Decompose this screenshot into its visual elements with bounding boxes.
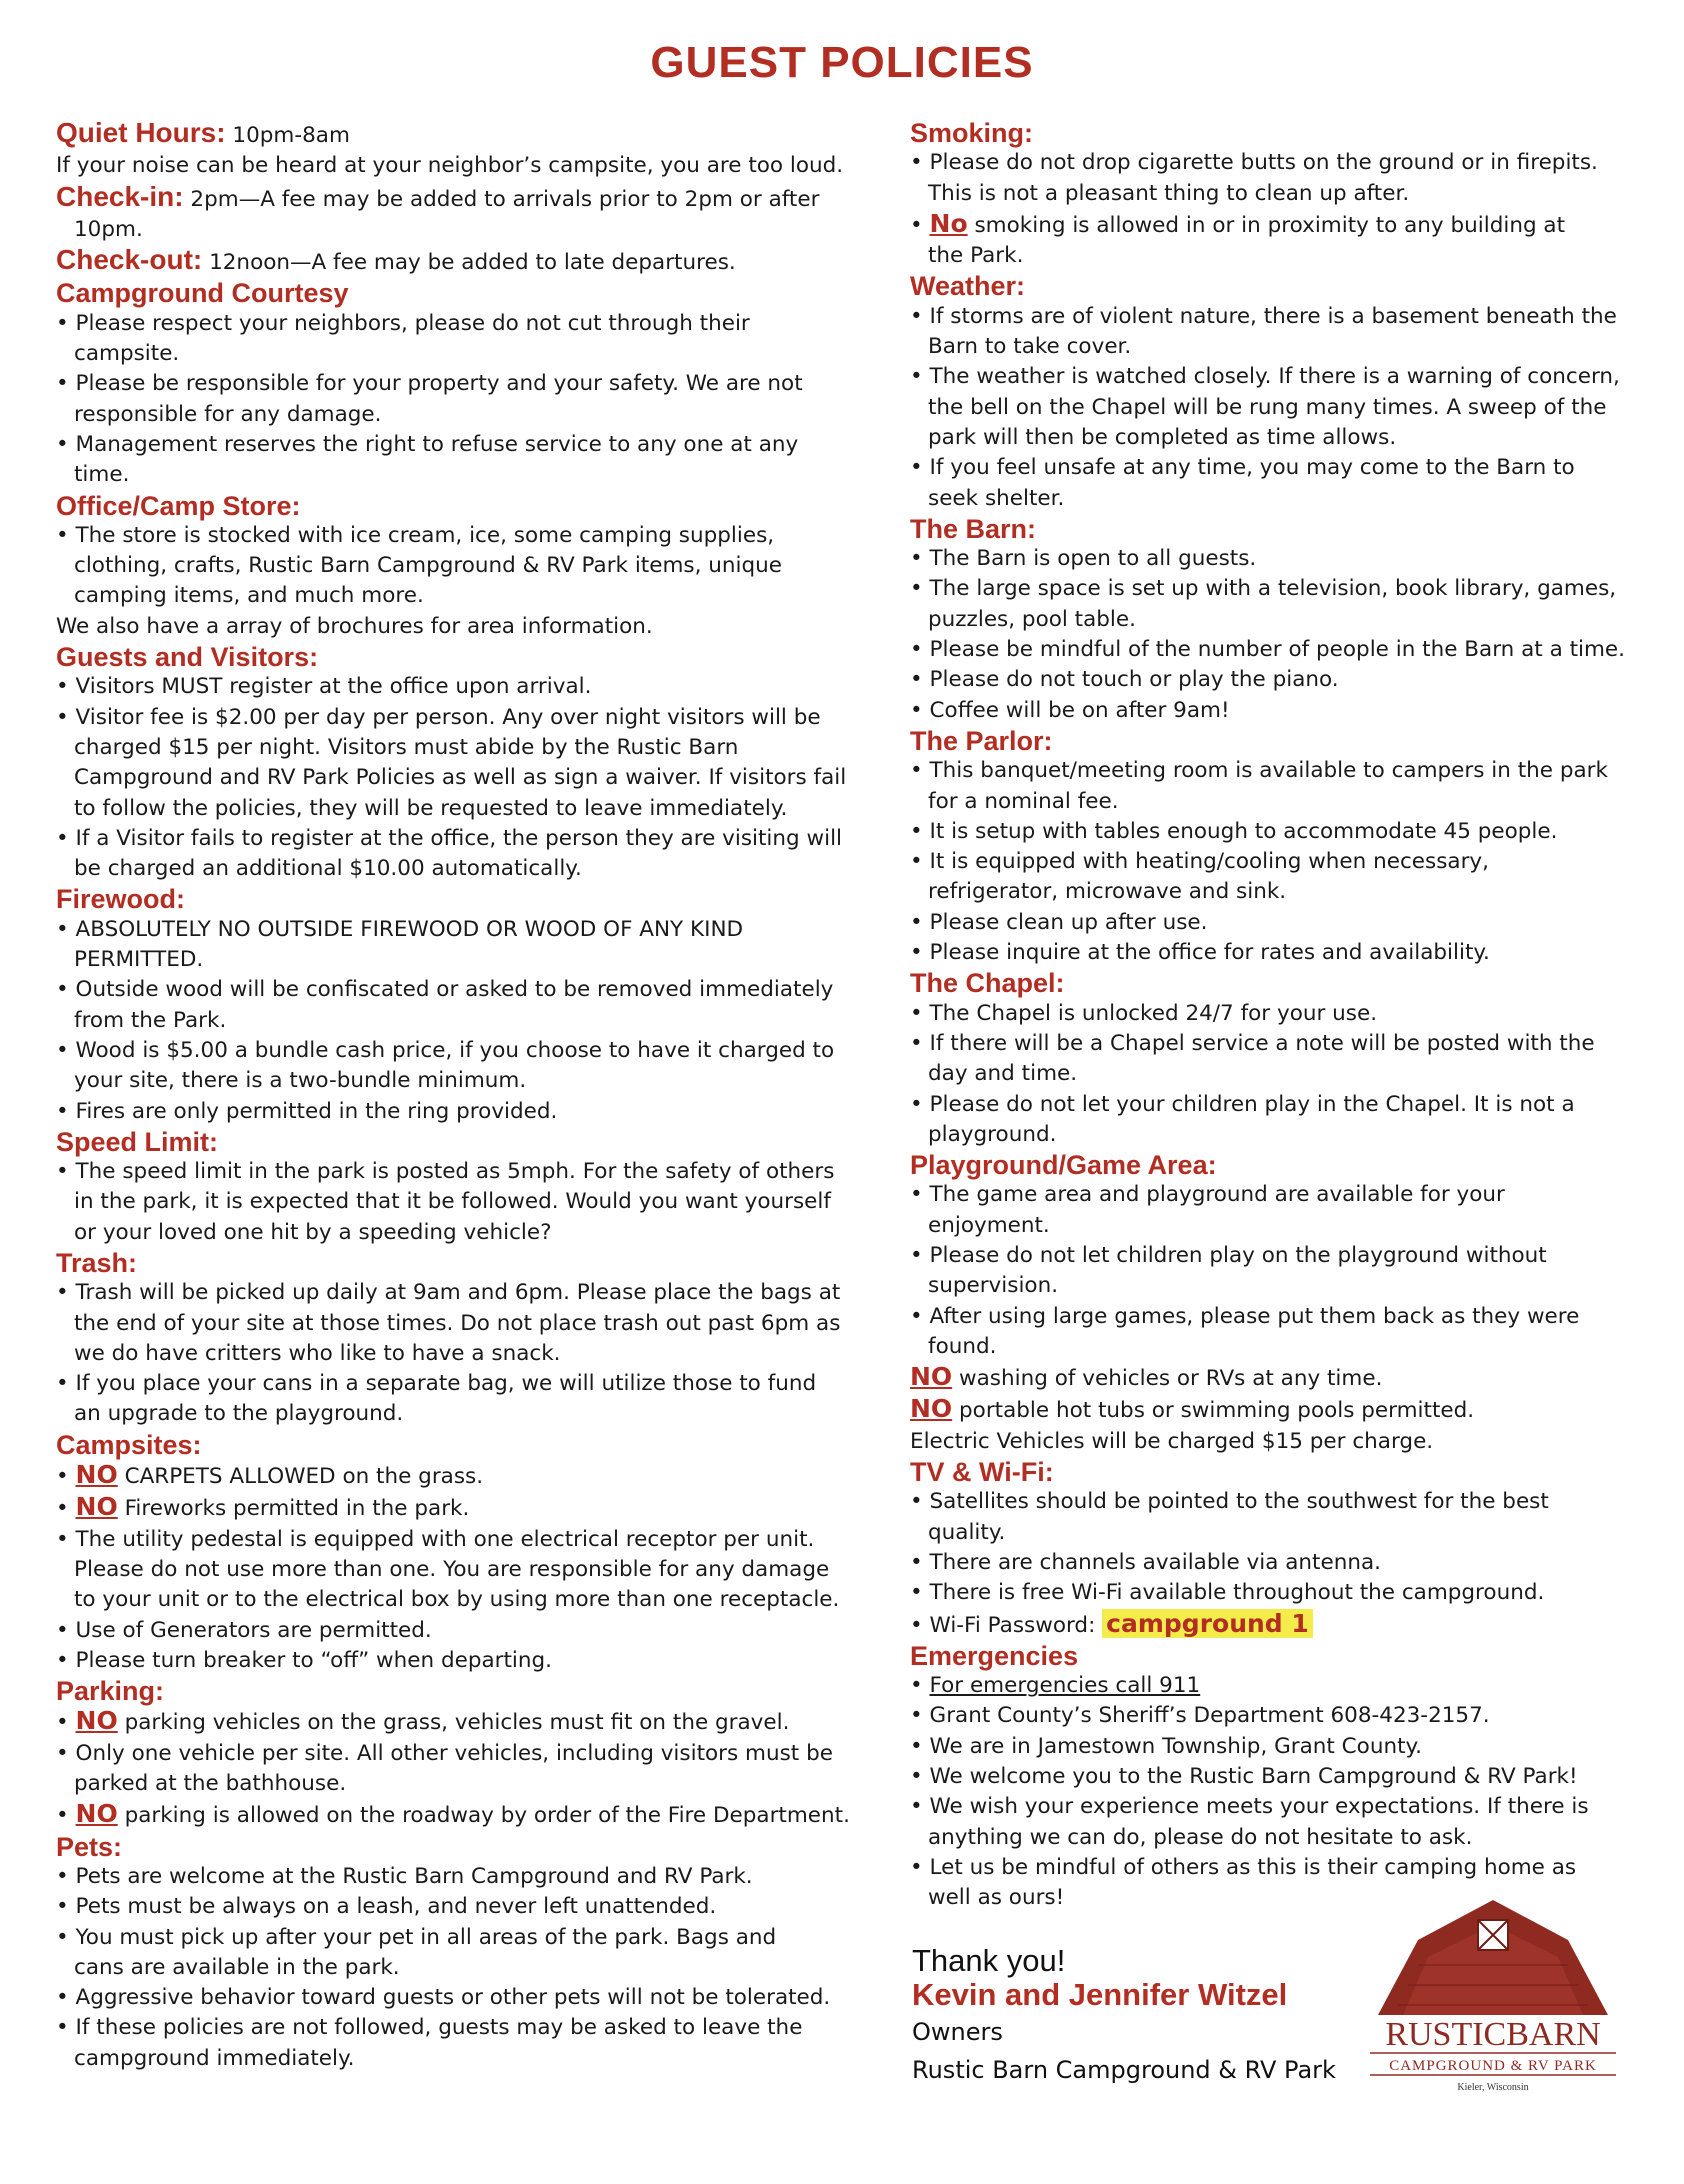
- quiet-hours-line: Quiet Hours: 10pm-8am: [56, 117, 350, 148]
- check-in-heading: Check-in:: [56, 180, 184, 212]
- guests-heading: Guests and Visitors:: [56, 642, 319, 673]
- business-name: Rustic Barn Campground & RV Park: [912, 2056, 1336, 2084]
- list-item: • Outside wood will be confiscated or asked to be removed immediately: [56, 977, 834, 1003]
- list-item: • Please clean up after use.: [910, 909, 1208, 935]
- wifi-password: campground 1: [1102, 1609, 1313, 1638]
- check-in-line: Check-in: 2pm—A fee may be added to arrivals prior to 2pm or after: [56, 180, 820, 212]
- list-item: • Satellites should be pointed to the southwest for the best: [910, 1489, 1549, 1515]
- smoking-heading: Smoking:: [910, 118, 1034, 148]
- owner-names: Kevin and Jennifer Witzel: [912, 1977, 1288, 2012]
- list-item: • Coffee will be on after 9am!: [910, 697, 1230, 723]
- list-item: • After using large games, please put them back as they were: [910, 1303, 1580, 1329]
- list-item: • If storms are of violent nature, there is a basement beneath the: [910, 303, 1617, 329]
- check-out-line: Check-out: 12noon—A fee may be added to late departures.: [56, 244, 736, 276]
- list-item: • Please be responsible for your property and your safety. We are not: [56, 371, 803, 397]
- list-item: • Use of Generators are permitted.: [56, 1617, 432, 1643]
- list-item: • Wood is $5.00 a bundle cash price, if you choose to have it charged to: [56, 1037, 835, 1063]
- weather-heading: Weather:: [910, 271, 1026, 302]
- courtesy-heading: Campground Courtesy: [56, 278, 349, 309]
- list-item: • If a Visitor fails to register at the office, the person they are visiting will: [56, 825, 843, 851]
- left-column: Quiet Hours: 10pm-8am If your noise can be heard at your neighbor’s campsite, you are too loud. Check-in: 2pm—A fee may be added to arrivals prior to 2pm or after 10pm. Check-out: 12noon—A fee may be added to late departures. Campground Courtesy • Please respect your neighbors, please do not cut through their campsite. • Please be responsible for your property and your safety. We are not responsible for any damage. • Management reserves the right to refuse service to any one at any time. Office/Camp Store: • The store is stocked with ice cream, ice, some camping supplies, clothing, crafts, Rustic Barn Campground & RV Park items, unique camping items, and much more. We also have a array of brochures for area information. Guests and Visitors: • Visitors MUST register at the office upon arrival. • Visitor fee is $2.00 per day per person. Any over night visitors will be charged $15 per night. Visitors must abide by the Rustic Barn Campground and RV Park Policies as well as sign a waiver. If visitors fail to follow the policies, they will be requested to leave immediately. • If a Visitor fails to register at the office, the person they are visiting will be charged an additional $10.00 automatically. Firewood: • ABSOLUTELY NO OUTSIDE FIREWOOD OR WOOD OF ANY KIND PERMITTED. • Outside wood will be confiscated or asked to be removed immediately from the Park. • Wood is $5.00 a bundle cash price, if you choose to have it charged to your site, there is a two-bundle minimum. • Fires are only permitted in the ring provided. Speed Limit: • The speed limit in the park is posted as 5mph. For the safety of others in the park, it is expected that it be followed. Would you want yourself or your loved one hit by a speeding vehicle? Trash: • Trash will be picked up daily at 9am and 6pm. Please place the bags at the end of your site at those times. Do not place trash out past 6pm as we do have critters who like to have a snack. • If you place your cans in a separate bag, we will utilize those to fund an upgrade to the playground. Campsites: • NO CARPETS ALLOWED on the grass. • NO Fireworks permitted in the park. • The utility pedestal is equipped with one electrical receptor per unit. Please do not use more than one. You are responsible for any damage to your unit or to the electrical box by using more than one receptacle. • Use of Generators are permitted. • Please turn breaker to “off” when departing. Parking: • NO parking vehicles on the grass, vehicles must fit on the gravel. • Only one vehicle per site. All other vehicles, including visitors must be parked at the bathhouse. • NO parking is allowed on the roadway by order of the Fire Department. Pets: • Pets are welcome at the Rustic Barn Campground and RV Park. • Pets must be always on a leash, and never left unattended. • You must pick up after your pet in all areas of the park. Bags and cans are available in the park. • Aggressive behavior toward guests or other pets will not be tolerated. • If these policies are not followed, guests may be asked to leave the campground immediately.: [56, 118, 906, 2074]
- quiet-hours-heading: Quiet Hours:: [56, 117, 226, 148]
- list-item: • Trash will be picked up daily at 9am and 6pm. Please place the bags at: [56, 1280, 841, 1306]
- list-item: • Wi-Fi Password: campground 1: [910, 1609, 1670, 1641]
- list-item: • The utility pedestal is equipped with one electrical receptor per unit.: [56, 1526, 815, 1552]
- list-item: • You must pick up after your pet in all areas of the park. Bags and: [56, 1924, 777, 1950]
- right-column: Smoking: • Please do not drop cigarette butts on the ground or in firepits. This is not a pleasant thing to clean up after. • No smoking is allowed in or in proximity to any building at the Park. Weather: • If storms are of violent nature, there is a basement beneath the Barn to take cover. • The weather is watched closely. If there is a warning of concern, the bell on the Chapel will be rung many times. A sweep of the park will then be completed as time allows. • If you feel unsafe at any time, you may come to the Barn to seek shelter. The Barn: • The Barn is open to all guests. • The large space is set up with a television, book library, games, puzzles, pool table. • Please be mindful of the number of people in the Barn at a time. • Please do not touch or play the piano. • Coffee will be on after 9am! The Parlor: • This banquet/meeting room is available to campers in the park for a nominal fee. • It is setup with tables enough to accommodate 45 people. • It is equipped with heating/cooling when necessary, refrigerator, microwave and sink. • Please clean up after use. • Please inquire at the office for rates and availability. The Chapel: • The Chapel is unlocked 24/7 for your use. • If there will be a Chapel service a note will be posted with the day and time. • Please do not let your children play in the Chapel. It is not a playground. Playground/Game Area: • The game area and playground are available for your enjoyment. • Please do not let children play on the playground without supervision. • After using large games, please put them back as they were found. NO washing of vehicles or RVs at any time. NO portable hot tubs or swimming pools permitted. Electric Vehicles will be charged $15 per charge. TV & Wi-Fi: • Satellites should be pointed to the southwest for the best quality. • There are channels available via antenna. • There is free Wi-Fi available throughout the campground. • Wi-Fi Password: campground 1 Emergencies • For emergencies call 911 • Grant County’s Sheriff’s Department 608-423-2157. • We are in Jamestown Township, Grant County. • We welcome you to the Rustic Barn Campground & RV Park! • We wish your experience meets your expectations. If there is anything we can do, please do not hesitate to ask. • Let us be mindful of others as this is their camping home as well as ours!: [910, 118, 1670, 1914]
- signoff: [912, 1944, 1372, 2088]
- firewood-heading: Firewood:: [56, 884, 185, 915]
- list-item: • Please do not let children play on the playground without: [910, 1242, 1547, 1268]
- list-item: • Please inquire at the office for rates and availability.: [910, 940, 1490, 966]
- list-item: • We are in Jamestown Township, Grant County.: [910, 1733, 1423, 1759]
- list-item: • NO parking vehicles on the grass, vehicles must fit on the gravel.: [56, 1706, 790, 1736]
- campsites-heading: Campsites:: [56, 1429, 202, 1460]
- notice-line: NO portable hot tubs or swimming pools permitted.: [910, 1394, 1475, 1424]
- page-title: GUEST POLICIES: [650, 38, 1034, 87]
- list-item: • The game area and playground are available for your: [910, 1182, 1505, 1208]
- list-item: • ABSOLUTELY NO OUTSIDE FIREWOOD OR WOOD OF ANY KIND: [56, 916, 744, 942]
- list-item: • If you place your cans in a separate bag, we will utilize those to fund: [56, 1371, 817, 1397]
- list-item: • We welcome you to the Rustic Barn Campground & RV Park!: [910, 1764, 1578, 1790]
- list-item: • NO CARPETS ALLOWED on the grass.: [56, 1460, 484, 1490]
- list-item: • NO parking is allowed on the roadway by order of the Fire Department.: [56, 1799, 850, 1829]
- list-item: • Visitors MUST register at the office upon arrival.: [56, 674, 592, 700]
- list-item: • Visitor fee is $2.00 per day per person. Any over night visitors will be: [56, 704, 821, 730]
- check-out-heading: Check-out:: [56, 244, 203, 276]
- list-item: • There is free Wi-Fi available throughout the campground.: [910, 1580, 1545, 1606]
- list-item: • NO Fireworks permitted in the park.: [56, 1492, 470, 1522]
- list-item: • The store is stocked with ice cream, ice, some camping supplies,: [56, 522, 775, 548]
- playground-heading: Playground/Game Area:: [910, 1150, 1217, 1181]
- notice-line: Electric Vehicles will be charged $15 per charge.: [910, 1428, 1434, 1454]
- quiet-hours-text: If your noise can be heard at your neighbor’s campsite, you are too loud.: [56, 153, 844, 179]
- parlor-heading: The Parlor:: [910, 725, 1053, 756]
- list-item: • The Chapel is unlocked 24/7 for your use.: [910, 1000, 1378, 1026]
- office-heading: Office/Camp Store:: [56, 490, 301, 521]
- list-item: • Aggressive behavior toward guests or other pets will not be tolerated.: [56, 1985, 831, 2011]
- list-item: • Please do not touch or play the piano.: [910, 667, 1339, 693]
- list-item: • Management reserves the right to refuse service to any one at any: [56, 431, 799, 457]
- trash-heading: Trash:: [56, 1247, 138, 1278]
- list-item: • It is setup with tables enough to accommodate 45 people.: [910, 818, 1558, 844]
- pets-heading: Pets:: [56, 1831, 123, 1862]
- list-item: • The weather is watched closely. If there is a warning of concern,: [910, 364, 1620, 390]
- list-item: • Please be mindful of the number of people in the Barn at a time.: [910, 637, 1625, 663]
- owner-role: Owners: [912, 2018, 1003, 2046]
- list-item: • Please turn breaker to “off” when departing.: [56, 1647, 552, 1673]
- tv-wifi-heading: TV & Wi-Fi:: [910, 1457, 1054, 1488]
- list-item: • Please respect your neighbors, please do not cut through their: [56, 310, 750, 336]
- list-item: • If there will be a Chapel service a note will be posted with the: [910, 1030, 1595, 1056]
- list-item: • Grant County’s Sheriff’s Department 608-423-2157.: [910, 1703, 1490, 1729]
- list-item: • Only one vehicle per site. All other vehicles, including visitors must be: [56, 1740, 833, 1766]
- list-item: • Fires are only permitted in the ring provided.: [56, 1098, 558, 1124]
- notice-line: NO washing of vehicles or RVs at any time.: [910, 1362, 1383, 1392]
- barn-logo: [1348, 1895, 1638, 2095]
- list-item: • The Barn is open to all guests.: [910, 546, 1257, 572]
- list-item: • There are channels available via antenna.: [910, 1549, 1381, 1575]
- list-item: • Pets must be always on a leash, and never left unattended.: [56, 1894, 717, 1920]
- barn-heading: The Barn:: [910, 513, 1037, 544]
- logo-name: RUSTICBARN: [1385, 2016, 1601, 2053]
- list-item: • Let us be mindful of others as this is their camping home as: [910, 1854, 1577, 1880]
- speed-heading: Speed Limit:: [56, 1126, 219, 1157]
- list-item: • No smoking is allowed in or in proximity to any building at: [910, 208, 1566, 238]
- list-item: • If you feel unsafe at any time, you may come to the Barn to: [910, 455, 1575, 481]
- list-item: • For emergencies call 911: [910, 1673, 1201, 1699]
- list-item: • It is equipped with heating/cooling when necessary,: [910, 849, 1489, 875]
- list-item: • If these policies are not followed, guests may be asked to leave the: [56, 2015, 803, 2041]
- emergencies-heading: Emergencies: [910, 1640, 1079, 1671]
- chapel-heading: The Chapel:: [910, 968, 1065, 999]
- logo-subtitle: CAMPGROUND & RV PARK: [1389, 2058, 1597, 2074]
- list-item: • This banquet/meeting room is available to campers in the park: [910, 758, 1608, 784]
- list-item: • Pets are welcome at the Rustic Barn Campground and RV Park.: [56, 1863, 753, 1889]
- list-item: • The large space is set up with a television, book library, games,: [910, 576, 1617, 602]
- list-item: • Please do not drop cigarette butts on the ground or in firepits.: [910, 150, 1598, 176]
- parking-heading: Parking:: [56, 1676, 165, 1707]
- logo-location: Kieler, Wisconsin: [1457, 2082, 1529, 2093]
- list-item: • Please do not let your children play in the Chapel. It is not a: [910, 1091, 1575, 1117]
- list-item: • We wish your experience meets your expectations. If there is: [910, 1794, 1589, 1820]
- list-item: • The speed limit in the park is posted as 5mph. For the safety of others: [56, 1159, 835, 1185]
- thank-you: Thank you!: [912, 1943, 1066, 1978]
